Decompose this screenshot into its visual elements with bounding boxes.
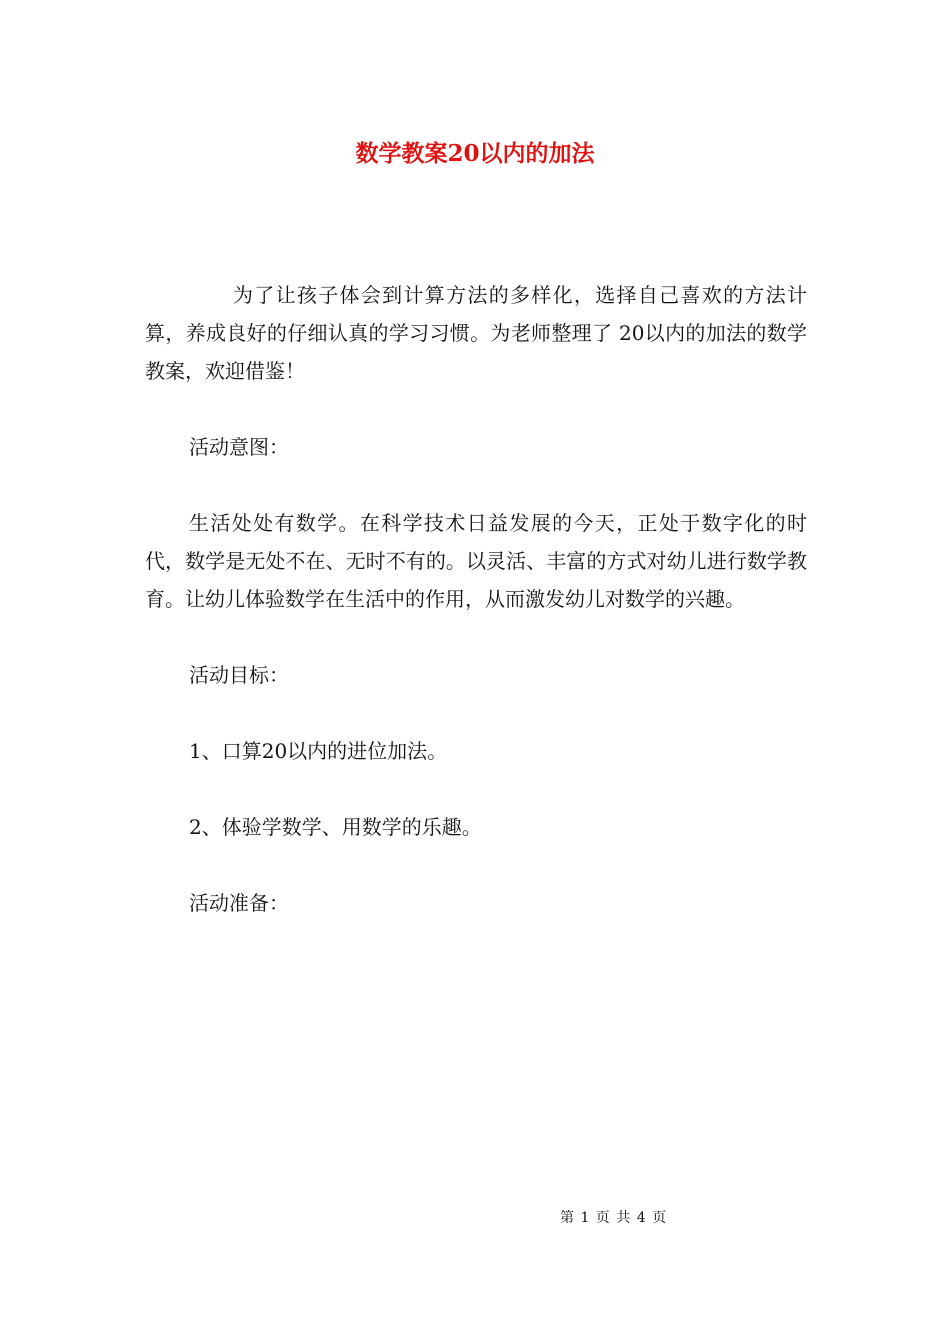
section-heading-goals: 活动目标： xyxy=(189,663,289,687)
page-number-footer: 第 1 页 共 4 页 xyxy=(560,1210,668,1226)
section-heading-preparation: 活动准备： xyxy=(189,891,289,915)
document-title: 数学教案20以内的加法 xyxy=(355,140,595,167)
goal-item-2: 2、体验学数学、用数学的乐趣。 xyxy=(189,815,482,839)
intro-paragraph: 为了让孩子体会到计算方法的多样化，选择自己喜欢的方法计算，养成良好的仔细认真的学习习惯。为老师整理了 20以内的加法的数学教案，欢迎借鉴！ xyxy=(145,283,807,383)
intent-paragraph: 生活处处有数学。在科学技术日益发展的今天，正处于数字化的时代，数学是无处不在、无时不有的。以灵活、丰富的方式对幼儿进行数学教育。让幼儿体验数学在生活中的作用，从而激发幼儿对数学的兴趣。 xyxy=(145,511,807,611)
goal-item-1: 1、口算20以内的进位加法。 xyxy=(189,739,448,763)
section-heading-intent: 活动意图： xyxy=(189,435,289,459)
document-body xyxy=(145,276,807,960)
